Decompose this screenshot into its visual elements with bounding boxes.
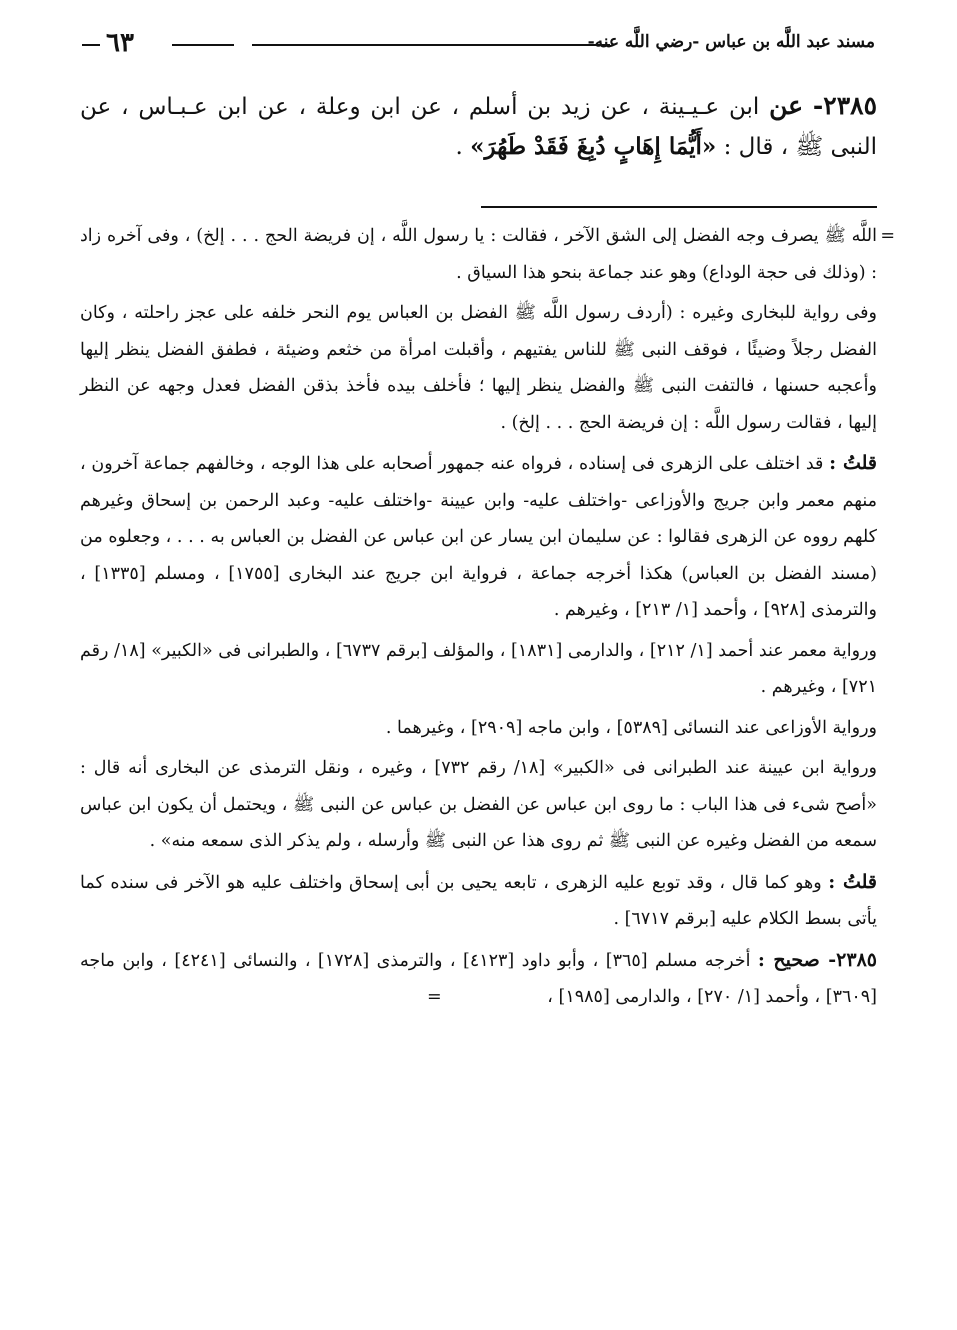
header-title: مسند عبد اللَّه بن عباس -رضي اللَّه عنه- [587, 32, 875, 52]
hadith-matn: «أَيُّمَا إِهَابٍ دُبِغَ فَقَدْ طَهُرَ» [470, 133, 717, 160]
note-paragraph [80, 864, 877, 938]
note-paragraph [80, 445, 877, 629]
note-text: أخرجه مسلم [٣٦٥] ، وأبو داود [٤١٢٣] ، والترمذى [١٧٢٨] ، والنسائى [٤٢٤١] ، وابن ماجه [٣٦٠٩] ، وأحمد [١/ ٢٧٠] ، والدارمى [١٩٨٥] ، [80, 950, 877, 1007]
hadith-an: عن [769, 91, 804, 120]
qult-label: قلتُ : [828, 870, 877, 893]
note-text: اللَّه ﷺ يصرف وجه الفضل إلى الشق الآخر ، فقالت : يا رسول اللَّه ، إن فريضة الحج . . . إلخ) ، وفى آخره زاد : (وذلك فى حجة الوداع) وهو عند جماعة بنحو هذا السياق . [80, 226, 877, 283]
takhrij-label: ٢٣٨٥- صحيح : [757, 948, 877, 971]
continuation-mark: = [427, 987, 442, 1007]
note-text: وهو كما قال ، وقد توبع عليه الزهرى ، تابعه يحيى بن أبى إسحاق واختلف عليه هو الآخر فى سنده كما يأتى بسط الكلام عليه [برقم ٦٧١٧] . [80, 872, 877, 929]
header-dash [172, 44, 234, 46]
note-paragraph [80, 750, 877, 860]
note-text: ورواية معمر عند أحمد [١/ ٢١٢] ، والدارمى [١٨٣١] ، والمؤلف [برقم ٦٧٣٧] ، والطبرانى فى «الكبير» [١٨/ رقم ٧٢١] ، وغيرهم . [80, 640, 878, 697]
note-text: قد اختلف على الزهرى فى إسناده ، فرواه عنه جمهور أصحابه على هذا الوجه ، وخالفهم جماعة آخرون ، منهم معمر وابن جريج والأوزاعى -واختلف عليه- وابن عيينة -واختلف عليه- وعبد الرحمن بن إسحاق وغيرهم كلهم رووه عن الزهرى فقالوا : عن سليمان ابن يسار عن ابن عباس عن الفضل بن العباس به . . . ، وجعلوه من (مسند الفضل بن العباس) هكذا أخرجه جماعة ، فرواية ابن جريج عند البخارى [١٧٥٥] ، ومسلم [١٣٣٥] ، والترمذى [٩٢٨] ، وأحمد [١/ ٢١٣] ، وغيرهم . [80, 454, 877, 620]
hadith-text [80, 86, 877, 167]
note-text: ورواية ابن عيينة عند الطبرانى فى «الكبير» [١٨/ رقم ٧٣٢] ، وغيره ، ونقل الترمذى عن البخارى أنه قال : «أصح شىء فى هذا الباب : ما روى ابن عباس عن الفضل بن عباس عن النبى ﷺ ، ويحتمل أن يكون ابن عباس سمعه من الفضل وغيره عن النبى ﷺ ثم روى هذا عن النبى ﷺ وأرسله ، ولم يذكر الذى سمعه منه» . [80, 758, 877, 851]
hadith-isnad: ابن عـيـينة ، عن زيد بن أسلم ، عن ابن وعلة ، عن ابن عـبـاس ، عن النبى ﷺ ، قال : [80, 94, 877, 160]
note-paragraph [80, 633, 877, 706]
hadith-number: ٢٣٨٥- [812, 91, 878, 120]
note-paragraph [80, 710, 877, 747]
note-text: ورواية الأوزاعى عند النسائى [٥٣٨٩] ، وابن ماجه [٢٩٠٩] ، وغيرهما . [385, 717, 877, 738]
footnotes [80, 218, 895, 1020]
continuation-mark: = [880, 226, 895, 246]
page-number: ٦٣ [106, 28, 134, 58]
note-paragraph [80, 218, 895, 291]
header-dash [82, 44, 100, 46]
note-paragraph [80, 942, 877, 1016]
qult-label: قلتُ : [829, 452, 877, 474]
footnote-separator [481, 206, 877, 208]
note-paragraph [80, 295, 877, 441]
running-header [82, 28, 875, 64]
note-text: وفى رواية للبخارى وغيره : (أردف رسول اللَّه ﷺ الفضل بن العباس يوم النحر خلفه على عجز راحلته ، وكان الفضل رجلاً وضيئًا ، فوقف النبى ﷺ للناس يفتيهم ، وأقبلت امرأة من خثعم وضيئة ، فطفق الفضل ينظر إليها وأعجبه حسنها ، فالتفت النبى ﷺ والفضل ينظر إليها ؛ فأخلف بيده فأخذ بذقن الفضل فعدل وجهه عن النظر إليها ، فقالت رسول اللَّه : إن فريضة الحج . . . إلخ) . [80, 303, 877, 433]
hadith-end: . [455, 134, 471, 160]
header-rule [252, 44, 610, 46]
